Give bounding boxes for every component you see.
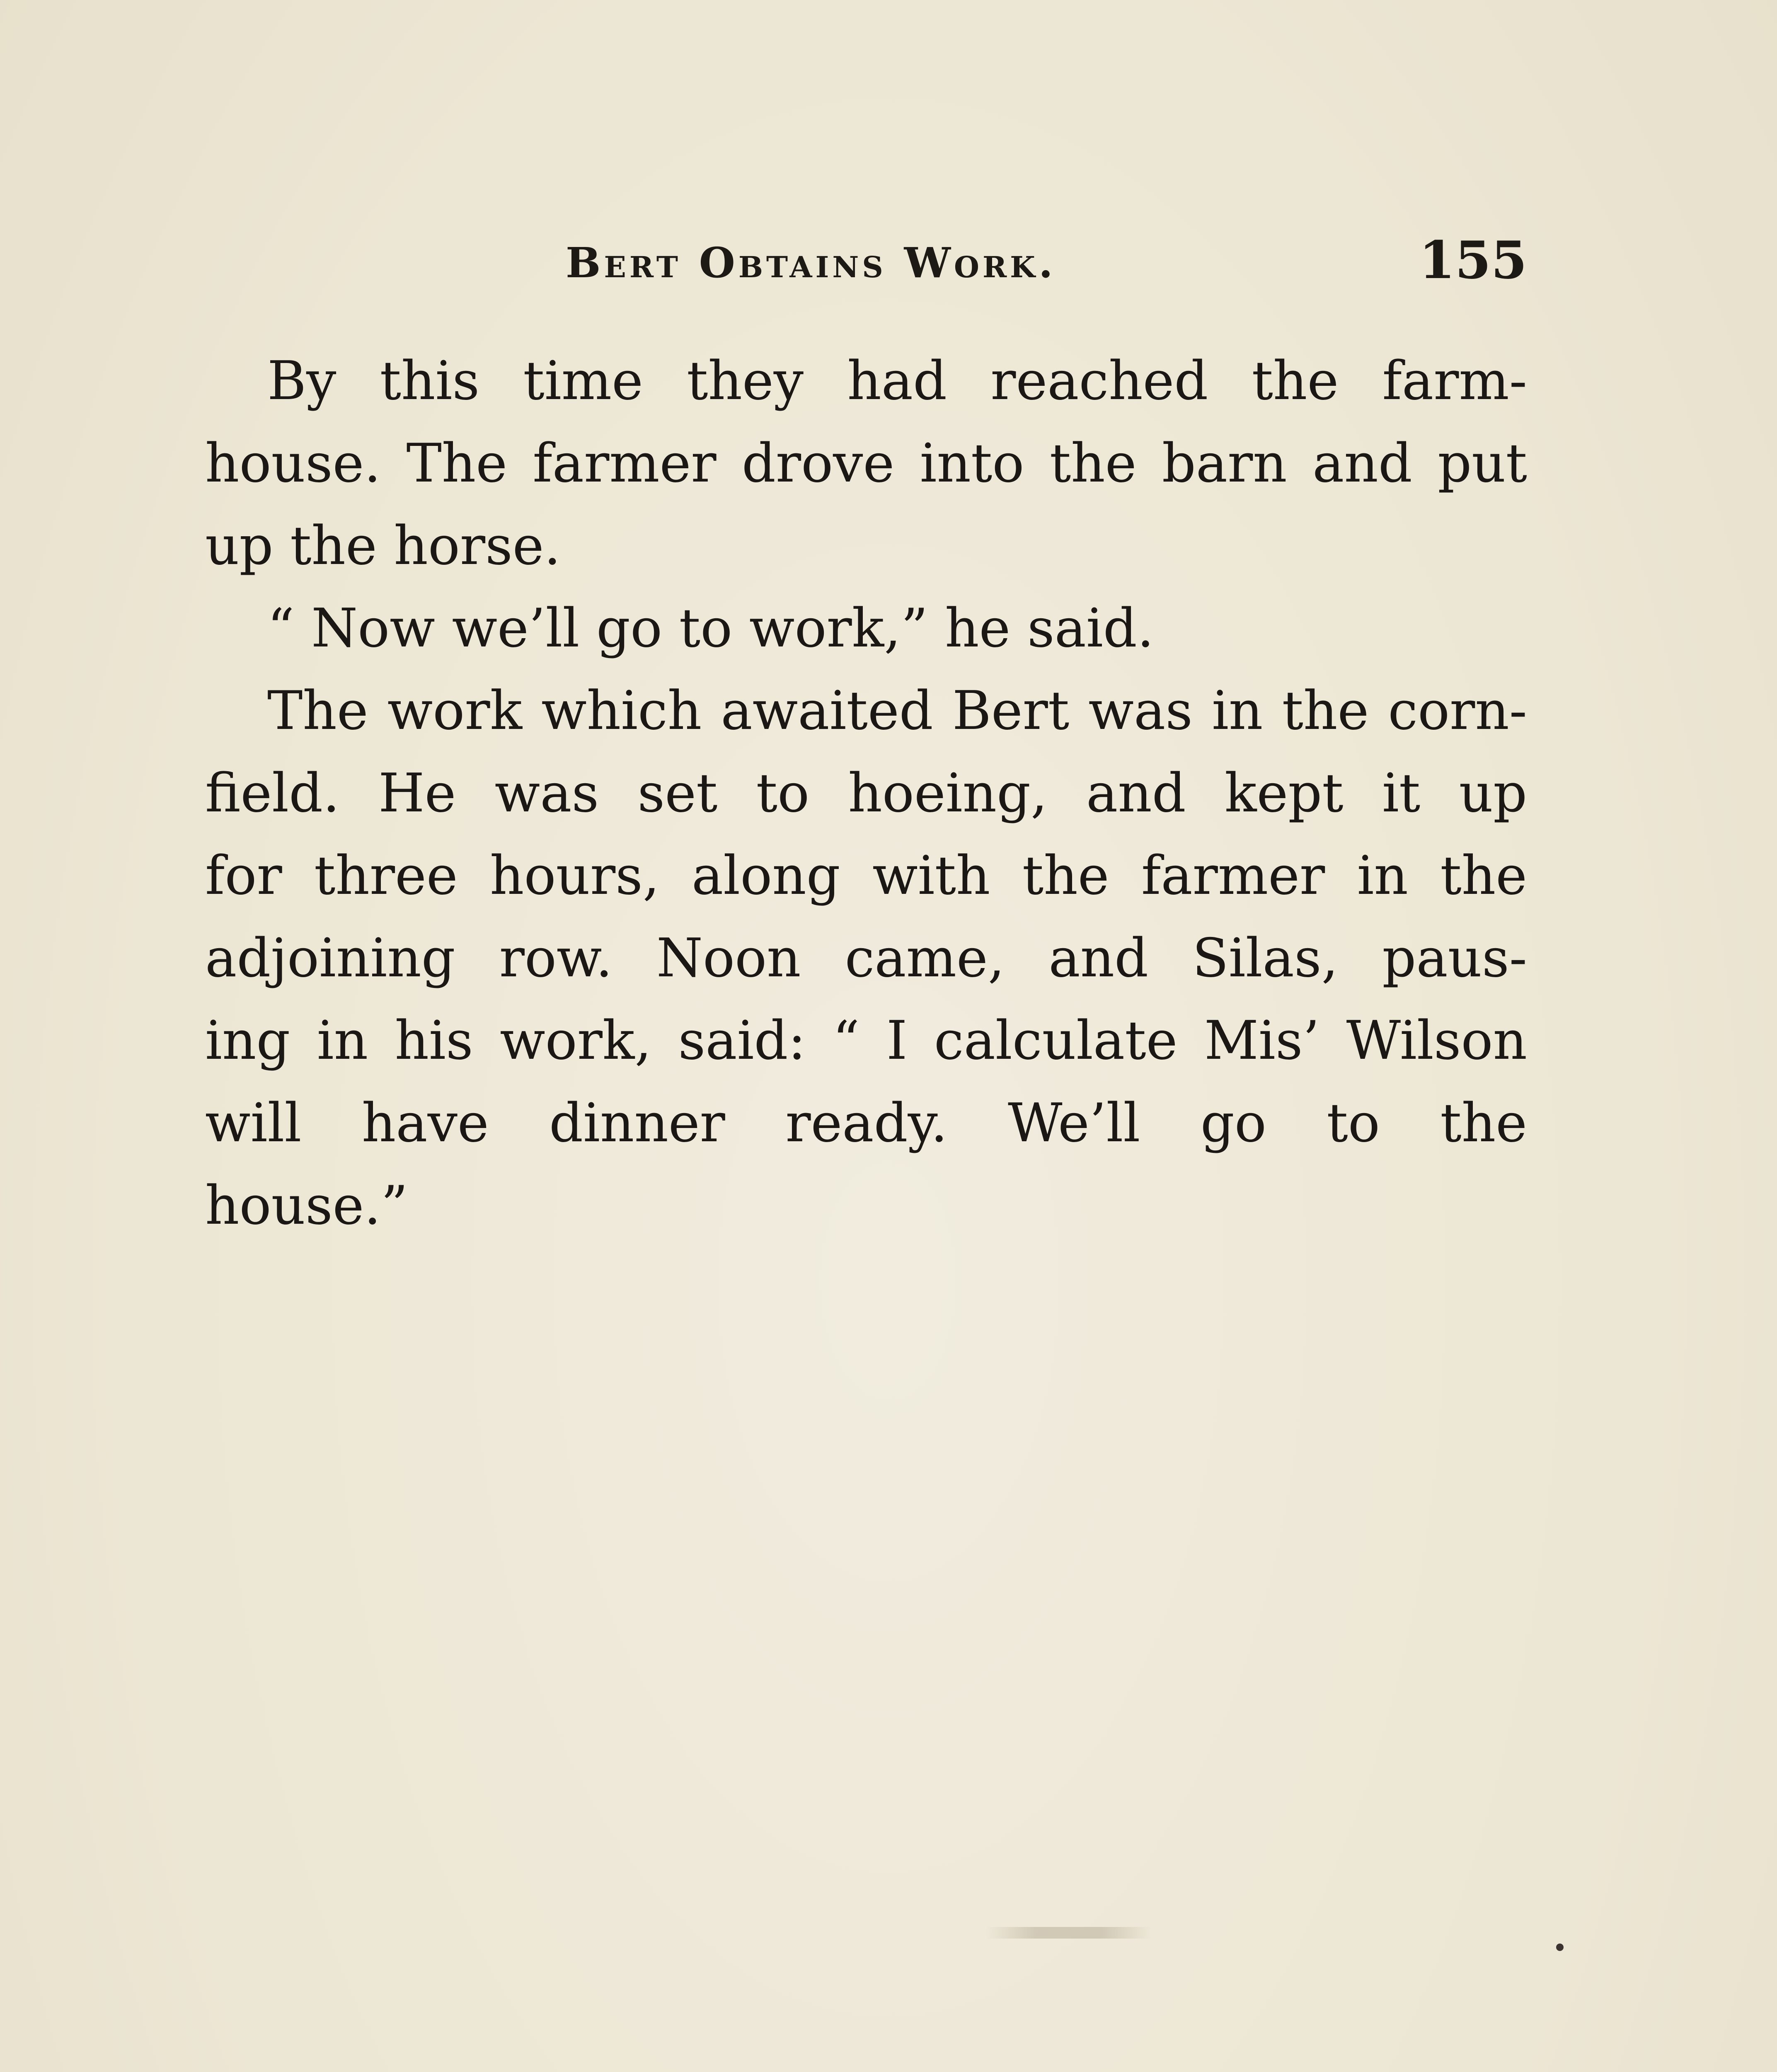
text-line: “ Now we’ll go to work,” he said. xyxy=(267,598,1154,659)
text-line: field. He was set to hoeing, and kept it up xyxy=(205,762,1527,824)
ink-speck xyxy=(1556,1944,1564,1951)
text-line: By this time they had reached the farm- xyxy=(267,350,1527,412)
paper-smudge xyxy=(986,1927,1152,1939)
text-line: for three hours, along with the farmer in the xyxy=(205,845,1527,907)
text-line: house.” xyxy=(205,1175,408,1237)
text-line: will have dinner ready. We’ll go to the xyxy=(205,1092,1527,1154)
text-line: The work which awaited Bert was in the corn- xyxy=(267,680,1527,742)
text-line: ing in his work, said: “ I calculate Mis’ Wilson xyxy=(205,1010,1527,1072)
text-line: up the horse. xyxy=(205,515,561,577)
text-line: adjoining row. Noon came, and Silas, paus- xyxy=(205,927,1527,989)
body-text xyxy=(205,340,1527,1247)
page-number: 155 xyxy=(1419,230,1527,290)
running-title: Bert Obtains Work. xyxy=(566,238,1056,287)
running-head xyxy=(205,230,1527,300)
text-line: house. The farmer drove into the barn and put xyxy=(205,433,1527,494)
